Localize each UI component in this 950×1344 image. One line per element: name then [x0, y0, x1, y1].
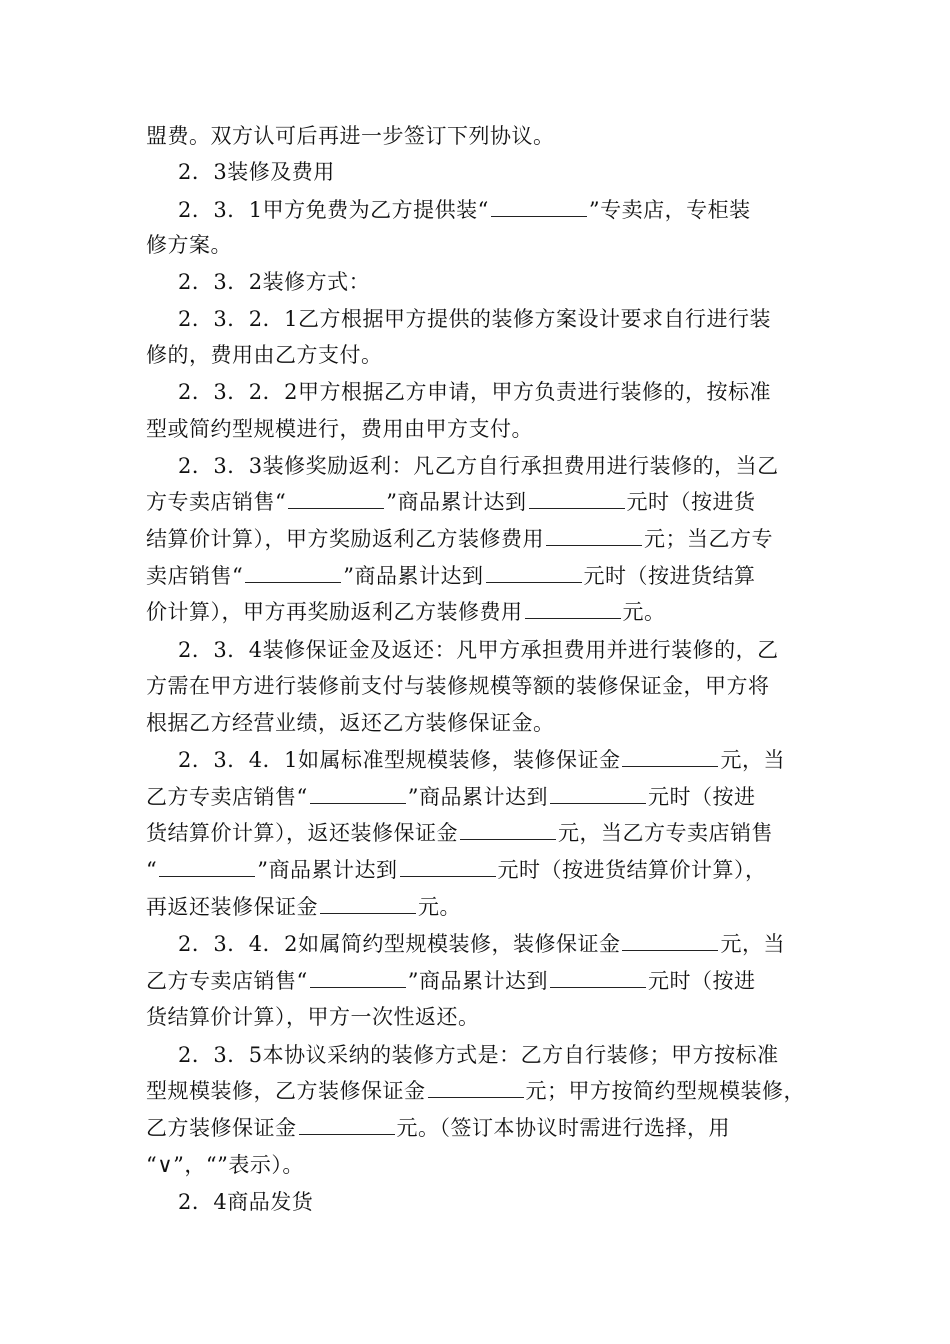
text-line: 货结算价计算），甲方一次性返还。	[146, 1005, 480, 1029]
text-line: 方需在甲方进行装修前支付与装修规模等额的装修保证金，甲方将	[146, 674, 770, 698]
text-line: 2．3．2．2甲方根据乙方申请，甲方负责进行装修的，按标准	[178, 380, 771, 404]
text-line: 2．3．4装修保证金及返还：凡甲方承担费用并进行装修的，乙	[178, 638, 779, 662]
fill-in-blank[interactable]	[546, 527, 642, 546]
fill-in-blank[interactable]	[245, 564, 341, 583]
section-heading: 2．3装修及费用	[178, 160, 335, 184]
fill-in-blank[interactable]	[299, 1116, 395, 1135]
fill-in-blank[interactable]	[525, 600, 621, 619]
fill-in-blank[interactable]	[400, 858, 496, 877]
fill-in-blank[interactable]	[550, 785, 646, 804]
text-line: 方专卖店销售“ ”商品累计达到 元时（按进货	[146, 490, 756, 514]
fill-in-blank[interactable]	[310, 969, 406, 988]
text-line: 卖店销售“ ”商品累计达到 元时（按进货结算	[146, 564, 756, 588]
text-line: 乙方专卖店销售“ ”商品累计达到 元时（按进	[146, 785, 756, 809]
text-line: 乙方专卖店销售“ ”商品累计达到 元时（按进	[146, 969, 756, 993]
text-line: 2．3．4．2如属简约型规模装修，装修保证金 元，当	[178, 932, 785, 956]
fill-in-blank[interactable]	[622, 748, 718, 767]
fill-in-blank[interactable]	[310, 785, 406, 804]
text-line: 盟费。双方认可后再进一步签订下列协议。	[146, 124, 555, 148]
text-line: 型规模装修，乙方装修保证金 元；甲方按简约型规模装修，	[146, 1079, 805, 1103]
fill-in-blank[interactable]	[491, 198, 587, 217]
text-line: 货结算价计算），返还装修保证金 元，当乙方专卖店销售	[146, 821, 773, 845]
fill-in-blank[interactable]	[460, 821, 556, 840]
section-heading: 2．4商品发货	[178, 1190, 314, 1214]
text-line: 2．3．1甲方免费为乙方提供装“ ”专卖店，专柜装	[178, 198, 751, 222]
text-line: 2．3．5本协议采纳的装修方式是：乙方自行装修；甲方按标准	[178, 1043, 779, 1067]
fill-in-blank[interactable]	[428, 1079, 524, 1098]
fill-in-blank[interactable]	[159, 858, 255, 877]
text-line: 2．3．3装修奖励返利：凡乙方自行承担费用进行装修的，当乙	[178, 454, 779, 478]
fill-in-blank[interactable]	[622, 932, 718, 951]
text-line: 2．3．2．1乙方根据甲方提供的装修方案设计要求自行进行装	[178, 307, 771, 331]
text-line: “∨”，“”表示）。	[146, 1153, 304, 1177]
text-line: 2．3．2装修方式：	[178, 270, 371, 294]
fill-in-blank[interactable]	[550, 969, 646, 988]
text-line: 2．3．4．1如属标准型规模装修，装修保证金 元，当	[178, 748, 785, 772]
text-line: 乙方装修保证金 元。（签订本协议时需进行选择，用	[146, 1116, 730, 1140]
fill-in-blank[interactable]	[288, 490, 384, 509]
text-line: 根据乙方经营业绩，返还乙方装修保证金。	[146, 711, 555, 735]
fill-in-blank[interactable]	[529, 490, 625, 509]
text-line: 修的，费用由乙方支付。	[146, 343, 383, 367]
text-line: 结算价计算），甲方奖励返利乙方装修费用 元；当乙方专	[146, 527, 773, 551]
text-line: 型或简约型规模进行，费用由甲方支付。	[146, 417, 533, 441]
text-line: “ ”商品累计达到 元时（按进货结算价计算），	[146, 858, 767, 882]
fill-in-blank[interactable]	[320, 895, 416, 914]
fill-in-blank[interactable]	[486, 564, 582, 583]
text-line: 修方案。	[146, 233, 232, 257]
text-line: 价计算），甲方再奖励返利乙方装修费用 元。	[146, 600, 666, 624]
text-line: 再返还装修保证金 元。	[146, 895, 461, 919]
